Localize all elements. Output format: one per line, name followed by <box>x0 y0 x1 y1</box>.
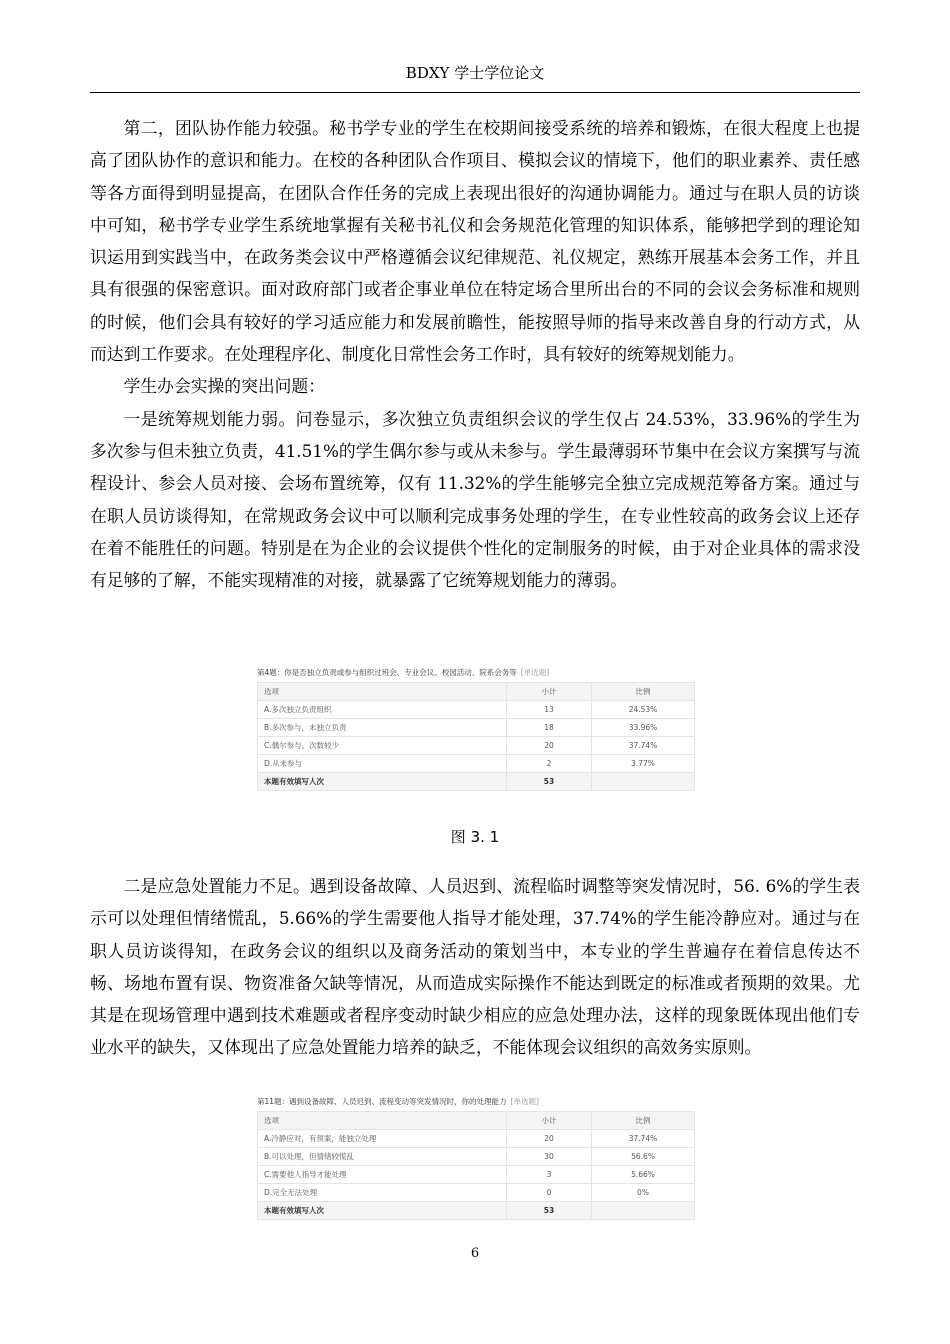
page-header: BDXY 学士学位论文 <box>405 64 545 82</box>
paragraph-teamwork: 第二，团队协作能力较强。秘书学专业的学生在校期间接受系统的培养和锻炼，在很大程度上也提高了团队协作的意识和能力。在校的各种团队合作项目、模拟会议的情境下，他们的职业素养、责任感等各方面得到明显提高，在团队合作任务的完成上表现出很好的沟通协调能力。通过与在职人员的访谈中可知，秘书学专业学生系统地掌握有关秘书礼仪和会务规范化管理的知识体系，能够把学到的理论知识运用到实践当中，在政务类会议中严格遵循会议纪律规范、礼仪规定，熟练开展基本会务工作，并且具有很强的保密意识。面对政府部门或者企事业单位在特定场合里所出台的不同的会议会务标准和规则的时候，他们会具有较好的学习适应能力和发展前瞻性，能按照导师的指导来改善自身的行动方式，从而达到工作要求。在处理程序化、制度化日常性会务工作时，具有较好的统筹规划能力。 <box>90 118 860 365</box>
total-ratio-empty <box>592 1202 695 1220</box>
survey-question: 第4题：你是否独立负责或参与组织过班会、专业会议、校园活动、院系会务等 <box>257 668 517 677</box>
total-count: 53 <box>507 773 592 791</box>
option-cell: B.多次参与，未独立负责 <box>258 719 507 737</box>
survey-type-tag: [单选题] <box>510 1097 539 1106</box>
count-cell: 18 <box>507 719 592 737</box>
count-cell: 0 <box>507 1184 592 1202</box>
option-cell: A.多次独立负责组织 <box>258 701 507 719</box>
ratio-cell: 5.66% <box>592 1166 695 1184</box>
table-header-row <box>258 1112 695 1130</box>
ratio-cell: 37.74% <box>592 1130 695 1148</box>
survey-title <box>257 1095 695 1111</box>
table-row <box>258 1166 695 1184</box>
total-count: 53 <box>507 1202 592 1220</box>
ratio-cell: 0% <box>592 1184 695 1202</box>
option-cell: C.偶尔参与，次数较少 <box>258 737 507 755</box>
survey-title <box>257 666 695 682</box>
option-cell: A.冷静应对，有预案，能独立处理 <box>258 1130 507 1148</box>
header-option: 选项 <box>258 683 507 701</box>
body-text-bottom <box>90 870 860 1064</box>
count-cell: 3 <box>507 1166 592 1184</box>
survey-results-table <box>257 682 695 791</box>
header-ratio: 比例 <box>592 1112 695 1130</box>
header-count: 小计 <box>507 1112 592 1130</box>
table-row <box>258 701 695 719</box>
count-cell: 20 <box>507 1130 592 1148</box>
ratio-cell: 24.53% <box>592 701 695 719</box>
header-divider <box>90 92 860 93</box>
survey-table-q11 <box>257 1095 695 1220</box>
table-row <box>258 755 695 773</box>
ratio-cell: 3.77% <box>592 755 695 773</box>
table-row <box>258 1148 695 1166</box>
count-cell: 2 <box>507 755 592 773</box>
survey-table-q4 <box>257 666 695 791</box>
table-header-row <box>258 683 695 701</box>
total-ratio-empty <box>592 773 695 791</box>
table-row <box>258 719 695 737</box>
option-cell: D.从未参与 <box>258 755 507 773</box>
ratio-cell: 56.6% <box>592 1148 695 1166</box>
page-number: 6 <box>470 1246 480 1261</box>
table-row <box>258 1130 695 1148</box>
option-cell: D.完全无法处理 <box>258 1184 507 1202</box>
count-cell: 13 <box>507 701 592 719</box>
table-row <box>258 737 695 755</box>
figure-caption: 图 3. 1 <box>450 828 500 846</box>
count-cell: 30 <box>507 1148 592 1166</box>
paragraph-planning-weak: 一是统筹规划能力弱。问卷显示，多次独立负责组织会议的学生仅占 24.53%，33.96%的学生为多次参与但未独立负责，41.51%的学生偶尔参与或从未参与。学生最薄弱环节集中在会议方案撰写与流程设计、参会人员对接、会场布置统筹，仅有 11.32%的学生能够完全独立完成规范筹备方案。通过与在职人员访谈得知，在常规政务会议中可以顺利完成事务处理的学生，在专业性较高的政务会议上还存在着不能胜任的问题。特别是在为企业的会议提供个性化的定制服务的时候，由于对企业具体的需求没有足够的了解，不能实现精准的对接，就暴露了它统筹规划能力的薄弱。 <box>90 408 860 591</box>
survey-question: 第11题：遇到设备故障、人员迟到、流程变动等突发情况时，你的处理能力 <box>257 1097 507 1106</box>
total-label: 本题有效填写人次 <box>258 773 507 791</box>
header-ratio: 比例 <box>592 683 695 701</box>
option-cell: B.可以处理，但情绪较慌乱 <box>258 1148 507 1166</box>
ratio-cell: 33.96% <box>592 719 695 737</box>
option-cell: C.需要他人指导才能处理 <box>258 1166 507 1184</box>
body-text-top <box>90 112 860 596</box>
paragraph-emergency: 二是应急处置能力不足。遇到设备故障、人员迟到、流程临时调整等突发情况时，56. 6%的学生表示可以处理但情绪慌乱，5.66%的学生需要他人指导才能处理，37.74%的学生能冷静应对。通过与在职人员访谈得知，在政务会议的组织以及商务活动的策划当中，本专业的学生普遍存在着信息传达不畅、场地布置有误、物资准备欠缺等情况，从而造成实际操作不能达到既定的标准或者预期的效果。尤其是在现场管理中遇到技术难题或者程序变动时缺少相应的应急处理办法，这样的现象既体现出他们专业水平的缺失，又体现出了应急处置能力培养的缺乏，不能体现会议组织的高效务实原则。 <box>90 876 860 1058</box>
header-option: 选项 <box>258 1112 507 1130</box>
table-total-row <box>258 1202 695 1220</box>
header-count: 小计 <box>507 683 592 701</box>
total-label: 本题有效填写人次 <box>258 1202 507 1220</box>
table-total-row <box>258 773 695 791</box>
survey-type-tag: [单选题] <box>520 668 550 677</box>
survey-results-table <box>257 1111 695 1220</box>
count-cell: 20 <box>507 737 592 755</box>
paragraph-problems-lead: 学生办会实操的突出问题： <box>123 376 325 397</box>
ratio-cell: 37.74% <box>592 737 695 755</box>
table-row <box>258 1184 695 1202</box>
